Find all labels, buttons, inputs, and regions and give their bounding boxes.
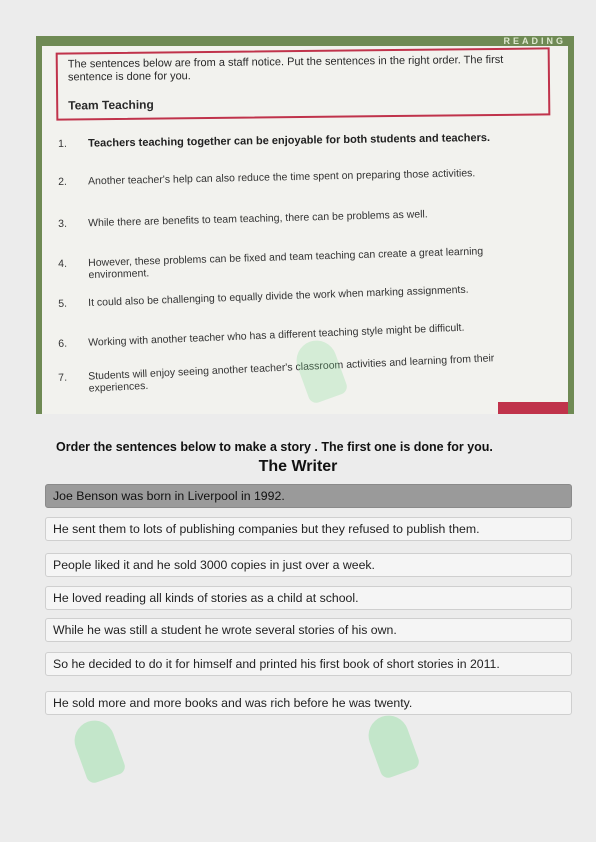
- sentence-text: It could also be challenging to equally divide the work when marking assignments.: [87, 283, 469, 309]
- sentence-number: 7.: [58, 371, 68, 384]
- photo-bottom-bar: [498, 402, 568, 414]
- story-sentence-3[interactable]: People liked it and he sold 3000 copies in just over a week.: [45, 553, 572, 577]
- photo-top-bar: [42, 36, 568, 46]
- sentence-text: While there are benefits to team teaching, there can be problems as well.: [87, 208, 428, 230]
- story-sentence-5[interactable]: While he was still a student he wrote several stories of his own.: [45, 618, 572, 642]
- sentence-number: 2.: [58, 175, 68, 188]
- notice-sentence-7: [58, 351, 528, 395]
- reading-tag: READING: [503, 36, 566, 46]
- sentence-text: Teachers teaching together can be enjoyable for both students and teachers.: [87, 131, 491, 150]
- notice-sentence-5: [58, 282, 528, 310]
- notice-box: [56, 47, 551, 120]
- story-sentence-1[interactable]: Joe Benson was born in Liverpool in 1992.: [45, 484, 572, 508]
- sentence-number: 4.: [58, 257, 68, 270]
- sentence-text: However, these problems can be fixed and team teaching can create a great learning environment.: [87, 245, 484, 282]
- notice-instruction: The sentences below are from a staff notice. Put the sentences in the right order. The first sentence is done for you.: [67, 53, 504, 84]
- story-sentence-7[interactable]: He sold more and more books and was rich before he was twenty.: [45, 691, 572, 715]
- notice-sentence-6: [58, 319, 528, 350]
- sentence-text: Students will enjoy seeing another teacher's classroom activities and learning from their experiences.: [87, 352, 495, 395]
- sentence-number: 1.: [58, 137, 67, 150]
- notice-sentence-3: [58, 206, 528, 230]
- story-sentence-6[interactable]: So he decided to do it for himself and printed his first book of short stories in 2011.: [45, 652, 572, 676]
- watermark-logo: [363, 710, 421, 780]
- story-title: The Writer: [258, 458, 338, 475]
- sentence-text: Another teacher's help can also reduce the time spent on preparing those activities.: [87, 167, 476, 188]
- sentence-text: Working with another teacher who has a different teaching style might be difficult.: [87, 321, 465, 349]
- notice-sentence-2: [58, 166, 528, 188]
- sentence-number: 6.: [58, 337, 68, 350]
- notice-sentence-1: [58, 131, 528, 150]
- notice-title: Team Teaching: [68, 97, 154, 113]
- sentence-number: 5.: [58, 297, 68, 310]
- story-instruction: Order the sentences below to make a story . The first one is done for you.: [56, 440, 493, 454]
- sentence-number: 3.: [58, 217, 68, 230]
- story-sentence-2[interactable]: He sent them to lots of publishing companies but they refused to publish them.: [45, 517, 572, 541]
- notice-sentence-4: [58, 244, 528, 282]
- story-sentence-4[interactable]: He loved reading all kinds of stories as a child at school.: [45, 586, 572, 610]
- watermark-logo: [69, 715, 127, 785]
